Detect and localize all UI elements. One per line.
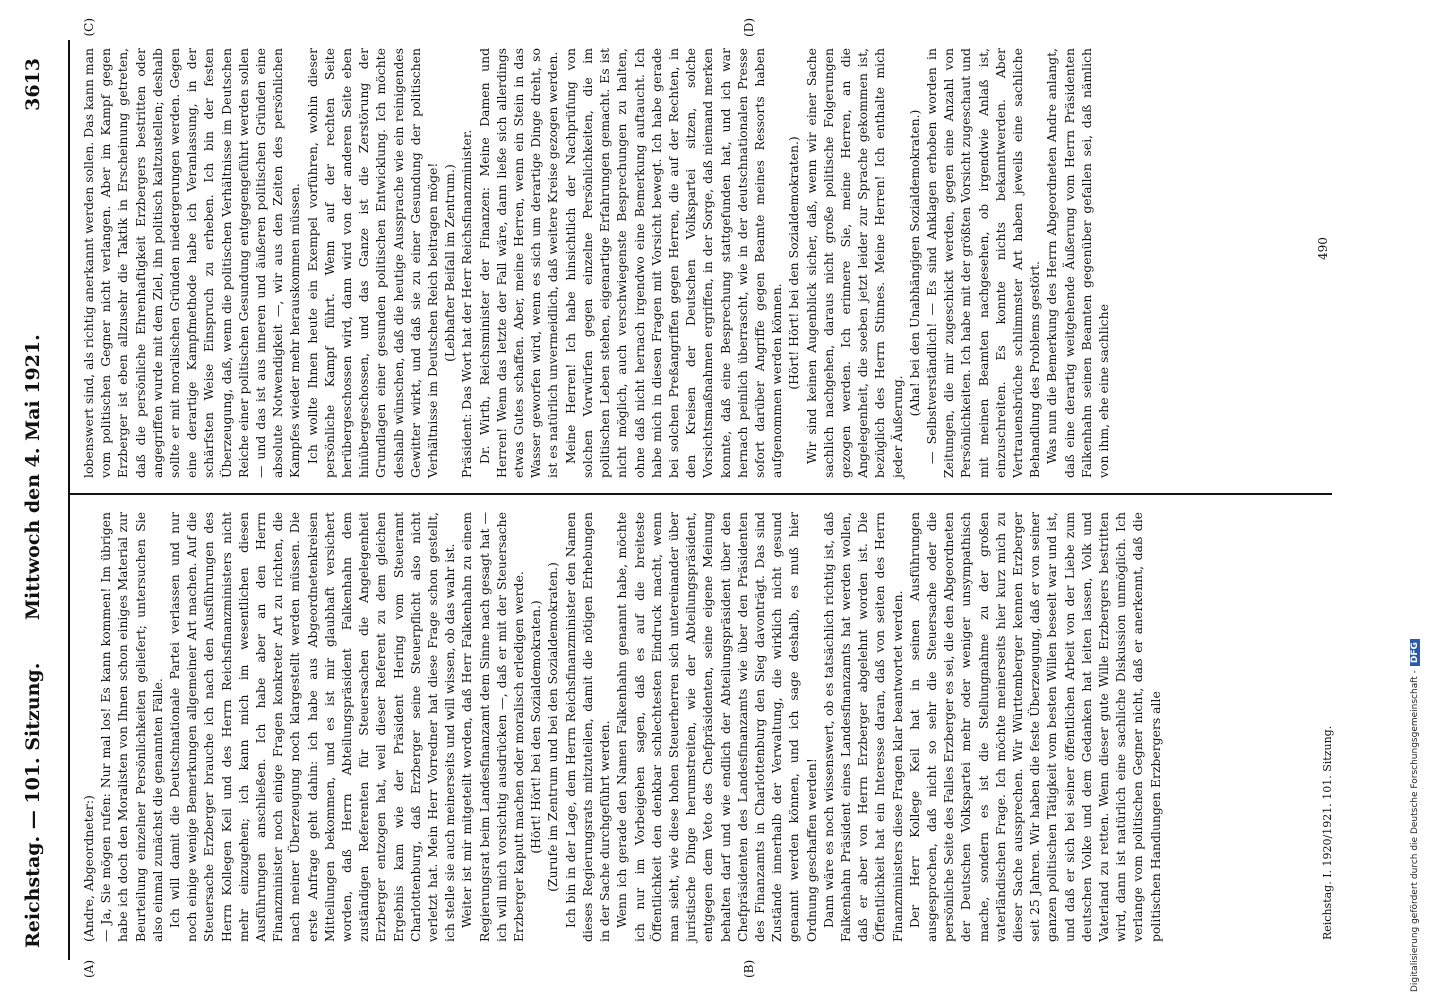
margin-marker-d: (D) — [742, 18, 756, 37]
running-head-left: Reichstag. — 101. Sitzung. — [22, 662, 44, 948]
header-rule — [68, 40, 70, 960]
digitization-note — [1410, 8, 1428, 992]
interjection: (Hört! Hört! bei den Sozialdemokraten.) — [528, 600, 544, 854]
paragraph: Dr. Wirth, Reichsminister der Finanzen: Meine Damen und Herren! Wenn das letzte der Fall wäre, dann ließe sich allerdings etwas Gutes schaffen. Aber, meine Herren, wenn ein Stein in das Wasser geworfen wird, wenn es sich um derartige Dinge dreht, so ist es natürlich unvermeidlich, daß weitere Kreise gezogen werden. — [476, 48, 561, 478]
paragraph: — Selbstverständlich! — Es sind Anklagen erhoben worden in Zeitungen, die mir zugeschickt werden, gegen eine Anzahl von Persönlichkeiten. Ich habe mit der größten Vorsicht zugeschaut und mit meinen Beamten nachgesehen, ob irgendwie Anlaß ist, einzuschreiten. Es konnte nichts bekanntwerden. Aber Vertrauensbrüche schlimmster Art haben jeweils eine sachliche Behandlung des Problems gestört. — [923, 48, 1043, 478]
dfg-logo: DFG — [1410, 639, 1420, 666]
interjection: (Aha! bei den Unabhängigen Sozialdemokraten.) — [906, 109, 922, 417]
speaker-label: Präsident: Das Wort hat der Herr Reichsfinanzminister. — [459, 129, 475, 478]
speaker-label: (Andre, Abgeordneter:) — [81, 795, 96, 942]
paragraph: Was nun die Bemerkung des Herrn Abgeordneten Andre anlangt, daß eine derartig weitgehende Äußerung vom Herrn Präsidenten Falkenhahn seinen Beamten gegenüber gefallen sei, daß nämlich von ihm, ehe eine sachliche — [1044, 48, 1111, 478]
paragraph: Ich bin in der Lage, dem Herrn Reichsfinanzminister den Namen dieses Regierungsrats mitzuteilen, damit die nötigen Erhebungen in der Sache durchgeführt werden. — [562, 512, 613, 942]
paragraph: — Ja, Sie mögen rufen: Nur mal los! Es kann kommen! Im übrigen habe ich doch den Moralisten von Ihnen schon einiges Material zur Beurteilung einzelner Persönlichkeiten geliefert; untersuchen Sie also einmal zunächst die genannten Fälle. — [98, 512, 165, 942]
footer-page-number: 490 — [1316, 237, 1330, 260]
page-number: 3613 — [22, 58, 44, 111]
paragraph: Dann wäre es noch wissenswert, ob es tatsächlich richtig ist, daß Falkenhahn Präsident eines Landesfinanzamts hat werden wollen, daß er aber von Herrn Erzberger abgelehnt worden ist. Die Öffentlichkeit hat ein Interesse daran, daß von seiten des Herrn Finanzministers diese Fragen klar beantwortet werden. — [820, 512, 905, 942]
interjection: (Zurufe im Zentrum und bei den Sozialdemokraten.) — [545, 562, 561, 892]
paragraph: Weiter ist mir mitgeteilt worden, daß Herr Falkenhahn zu einem Regierungsrat beim Landesfinanzamt dem Sinne nach gesagt hat — ich will mich vorsichtig ausdrücken —, daß er mit der Steuersache Erzberger kaputt machen oder moralisch erledigen werde. — [459, 512, 527, 942]
interjection: (Lebhafter Beifall im Zentrum.) — [442, 164, 458, 362]
paragraph: Wir sind keinen Augenblick sicher, daß, wenn wir einer Sache sachlich nachgehen, daraus nicht große politische Folgerungen gezogen werden. Ich erinnere Sie, meine Herren, an die Angelegenheit, die soeben jetzt leider zur Sprache gekommen ist, bezüglich des Herrn Stinnes. Meine Herren! Ich enthalte mich jeder Äußerung. — [803, 48, 905, 478]
digitization-note-text-wrap — [1410, 639, 1420, 992]
interjection: (Hört! Hört! bei den Sozialdemokraten.) — [786, 136, 802, 390]
left-column — [80, 512, 1164, 942]
paragraph: lobenswert sind, als richtig anerkannt werden sollen. Das kann man vom politischen Gegner nicht verlangen. Aber im Kampf gegen Erzberger ist eben allzusehr die Taktik in Erscheinung getreten, daß die persönliche Ehrenhaftigkeit Erzbergers bestritten oder angegriffen wurde mit dem Ziel, ihn politisch kaltzustellen; deshalb sollte er mit moralischen Gründen niedergerungen werden. Gegen eine derartige Kampfmethode habe ich Veranlassung, in der schärfsten Weise Einspruch zu erheben. Ich bin der festen Überzeugung, daß, wenn die politischen Verhältnisse im Deutschen Reiche einer politischen Gesundung entgegengeführt werden sollen — und das ist aus inneren und äußeren politischen Gründen eine absolute Notwendigkeit —, wir aus den Zeiten des persönlichen Kampfes wieder mehr herauskommen müssen. — [81, 48, 303, 478]
paragraph: Der Herr Kollege Keil hat in seinen Ausführungen ausgesprochen, daß nicht so sehr die Steuersache oder die persönliche Seite des Falles Erzberger es sei, die den Abgeordneten der Deutschen Volkspartei mehr oder weniger unsympathisch mache, sondern es ist die Stellungnahme zu der großen vaterländischen Frage. Ich möchte meinerseits hier kurz mich zu dieser Sache aussprechen. Wir Württemberger kennen Erzberger seit 25 Jahren. Wir haben die feste Überzeugung, daß er von seiner ganzen politischen Tätigkeit vom besten Willen beseelt war und ist, und daß er sich bei seiner öffentlichen Arbeit von der Liebe zum deutschen Volke und dem Gedanken hat leiten lassen, Volk und Vaterland zu retten. Wenn dieser gute Wille Erzbergers bestritten wird, dann ist natürlich eine sachliche Diskussion unmöglich. Ich verlange vom politischen Gegner nicht, daß er anerkennt, daß die politischen Handlungen Erzbergers alle — [906, 512, 1163, 942]
running-head-date: Mittwoch den 4. Mai 1921. — [22, 334, 44, 620]
paragraph: Ich will damit die Deutschnationale Partei verlassen und nur noch einige wenige Bemerkungen allgemeiner Art machen. Auf die Steuersache Erzberger brauche ich nach den Ausführungen des Herrn Kollegen Keil und des Herrn Reichsfinanzministers nicht mehr einzugehen; ich kann mich im wesentlichen diesen Ausführungen anschließen. Ich habe aber an den Herrn Finanzminister noch einige Fragen konkreter Art zu richten, die nach meiner Überzeugung noch klargestellt werden müssen. Die erste Anfrage geht dahin: ich habe aus Abgeordnetenkreisen Mitteilungen bekommen, und es ist mir glaubhaft versichert worden, daß Herrn Abteilungspräsident Falkenhahn dem zuständigen Referenten für Steuersachen die Angelegenheit Erzberger entzogen hat, weil dieser Referent zu dem gleichen Ergebnis kam wie der Präsident Hering vom Steueramt Charlottenburg, daß Erzberger seine Steuerpflicht also nicht verletzt hat. Mein Herr Vorredner hat diese Frage schon gestellt, ich stelle sie auch meinerseits und will wissen, ob das wahr ist. — [167, 512, 458, 942]
margin-marker-a: (A) — [82, 959, 96, 978]
column-rule — [68, 493, 1332, 495]
paragraph: Ich wollte Ihnen heute ein Exempel vorführen, wohin dieser persönliche Kampf führt. Wenn auf der rechten Seite herübergeschossen wird, dann wird von der anderen Seite eben hinübergeschossen, und das Ganze ist die Zerstörung der Grundlagen einer gesunden politischen Entwicklung. Ich möchte deshalb wünschen, daß die heutige Aussprache wie ein reinigendes Gewitter wirkt, und daß sie zu einer Gesundung der politischen Verhältnisse im Deutschen Reich beitragen möge! — [304, 48, 441, 478]
right-column — [80, 48, 1112, 478]
paragraph: Meine Herren! Ich habe hinsichtlich der Nachprüfung von solchen Vorwürfen gegen einzelne Persönlichkeiten, die im politischen Leben stehen, eigenartige Erfahrungen gemacht. Es ist nicht möglich, auch verschwiegenste Besprechungen zu halten, ohne daß nicht hernach irgendwo eine Bemerkung auftaucht. Ich habe mich in diesen Fragen mit Vorsicht bewegt. Ich habe gerade bei solchen Preßangriffen gegen Herren, die auf der Rechten, in den Kreisen der Deutschen Volkspartei sitzen, solche Vorsichtsmaßnahmen ergriffen, in der Sorge, daß niemand merken konnte, daß eine Besprechung stattgefunden hat, und ich war hernach peinlich überrascht, wie in der deutschnationalen Presse sofort darüber Angriffe gegen Beamte meines Ressorts haben aufgenommen werden können. — [562, 48, 785, 478]
margin-marker-b: (B) — [742, 959, 756, 978]
footer-left: Reichstag. I. 1920/1921. 101. Sitzung. — [1321, 725, 1334, 940]
digitization-note-text: Digitalisierung gefördert durch die Deutsche Forschungsgemeinschaft - — [1410, 670, 1420, 992]
paragraph: Wenn ich gerade den Namen Falkenhahn genannt habe, möchte ich nur im Vorbeigehen sagen, daß es auf die breiteste Öffentlichkeit den denkbar schlechtesten Eindruck macht, wenn man sieht, wie diese hohen Steuerherren sich untereinander über juristische Dinge herumstreiten, wie der Abteilungspräsident, entgegen dem Veto des Chefpräsidenten, seine eigene Meinung behalten darf und wie endlich der Abteilungspräsident über den Chefpräsidenten des Landesfinanzamts wie über den Präsidenten des Finanzamts in Charlottenburg den Sieg davonträgt. Das sind Zustände innerhalb der Verwaltung, die wirklich nicht gesund genannt werden können, und ich sage deshalb, es muß hier Ordnung geschaffen werden! — [614, 512, 819, 942]
margin-marker-c: (C) — [82, 18, 96, 37]
